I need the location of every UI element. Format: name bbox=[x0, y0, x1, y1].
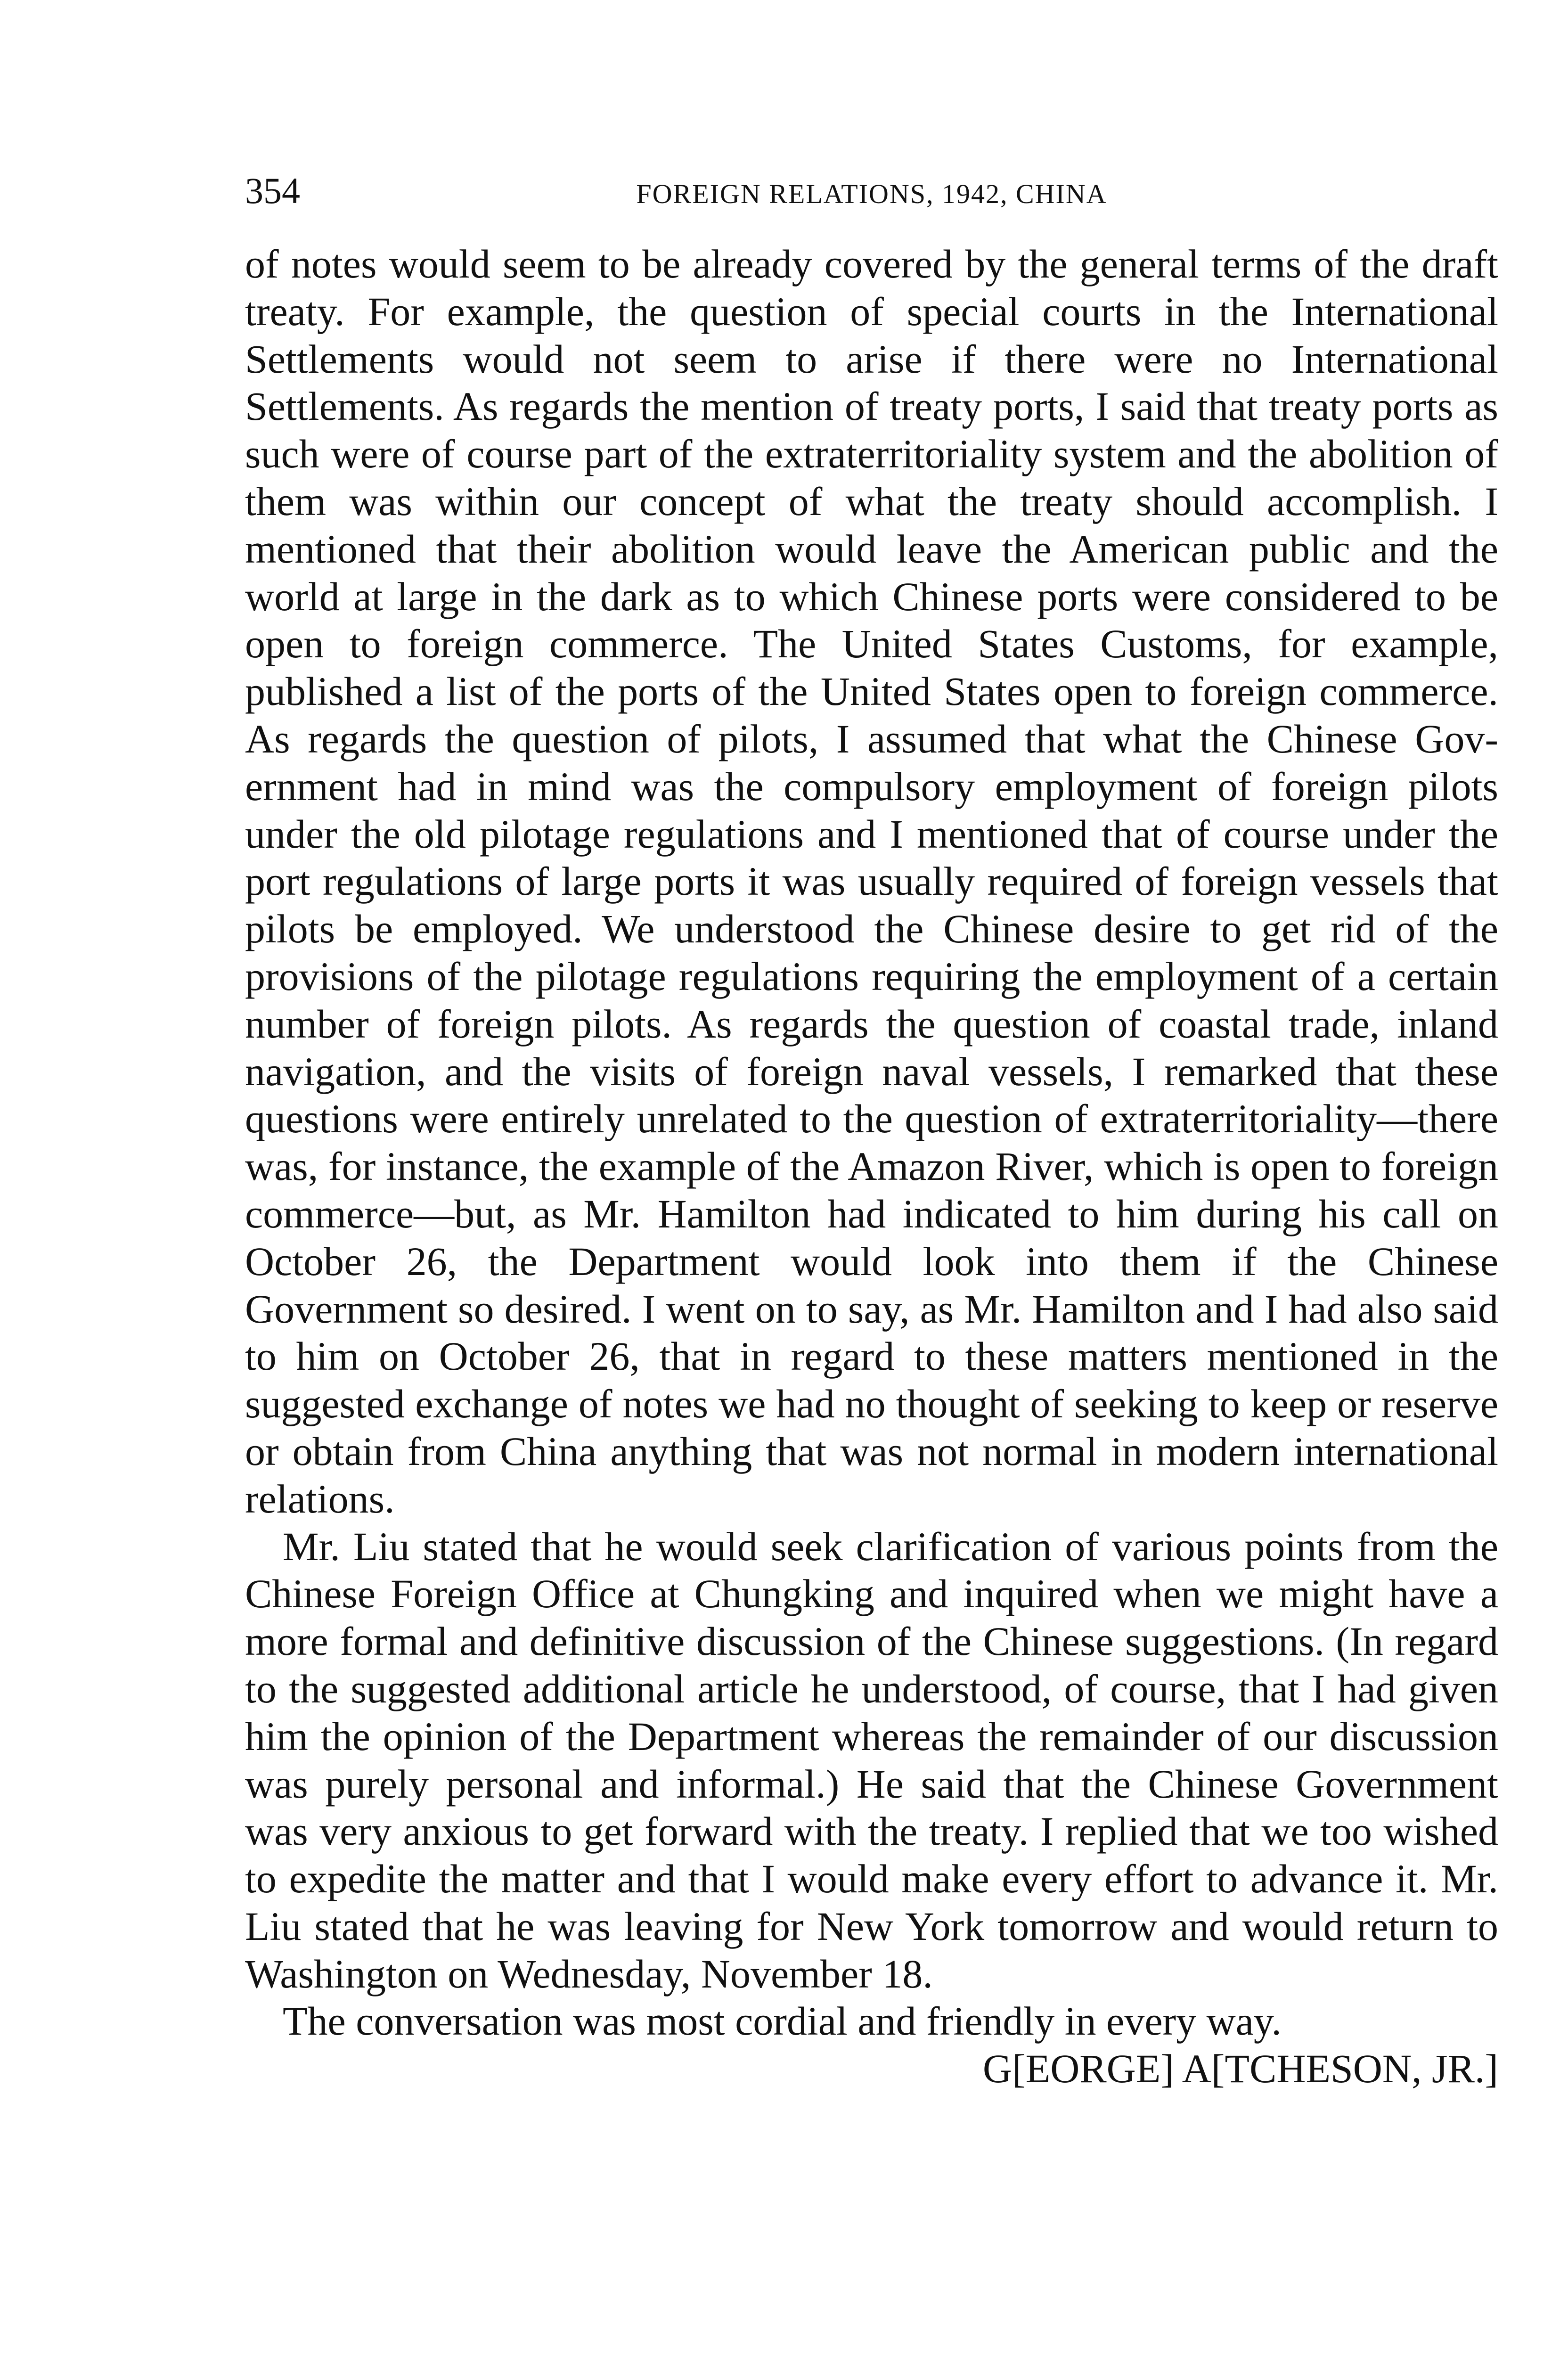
body-text bbox=[245, 240, 1498, 2093]
running-header bbox=[245, 165, 1498, 221]
page-number: 354 bbox=[245, 170, 300, 211]
paragraph-closing: The conversation was most cordial and friendly in every way. bbox=[283, 1998, 1282, 2044]
running-title: FOREIGN RELATIONS, 1942, CHINA bbox=[636, 179, 1107, 209]
paragraph-liu-statement: Mr. Liu stated that he would seek clarification of various points from the Chinese Foreign Office at Chungking and inquired when we might have a more formal and definitive discussion of the Chinese suggestions. (In regard to the suggested additional article he understood, of course, that I had given him the opinion of the Department whereas the remainder of our discussion was purely personal and informal.) He said that the Chinese Government was very anxious to get forward with the treaty. I replied that we too wished to expedite the matter and that I would make every effort to advance it. Mr. Liu stated that he was leaving for New York tomorrow and would return to Washington on Wednesday, November 18. bbox=[245, 1523, 1498, 1996]
paragraph-continued: of notes would seem to be already covered by the general terms of the draft treaty. For example, the question of special courts in the International Settlements would not seem to arise if there were no International Settlements. As regards the mention of treaty ports, I said that treaty ports as such were of course part of the extraterritoriality system and the abolition of them was within our concept of what the treaty should accomplish. I mentioned that their abolition would leave the American public and the world at large in the dark as to which Chinese ports were considered to be open to foreign commerce. The United States Customs, for example, published a list of the ports of the United States open to foreign commerce. As regards the question of pilots, I assumed that what the Chinese Government had in mind was the compulsory employment of foreign pilots under the old pilotage regulations and I mentioned that of course under the port regulations of large ports it was usually required of foreign vessels that pilots be employed. We understood the Chinese desire to get rid of the provisions of the pilotage regulations requiring the employment of a certain number of foreign pilots. As regards the question of coastal trade, inland navigation, and the visits of foreign naval vessels, I remarked that these questions were entirely unrelated to the question of extraterritoriality—there was, for instance, the example of the Amazon River, which is open to foreign commerce—but, as Mr. Hamilton had indicated to him during his call on October 26, the Department would look into them if the Chinese Government so desired. I went on to say, as Mr. Hamilton and I had also said to him on October 26, that in regard to these matters mentioned in the suggested exchange of notes we had no thought of seeking to keep or reserve or obtain from China anything that was not normal in modern international relations. bbox=[245, 241, 1498, 1522]
signature: G[EORGE] A[TCHESON, JR.] bbox=[982, 2046, 1498, 2092]
